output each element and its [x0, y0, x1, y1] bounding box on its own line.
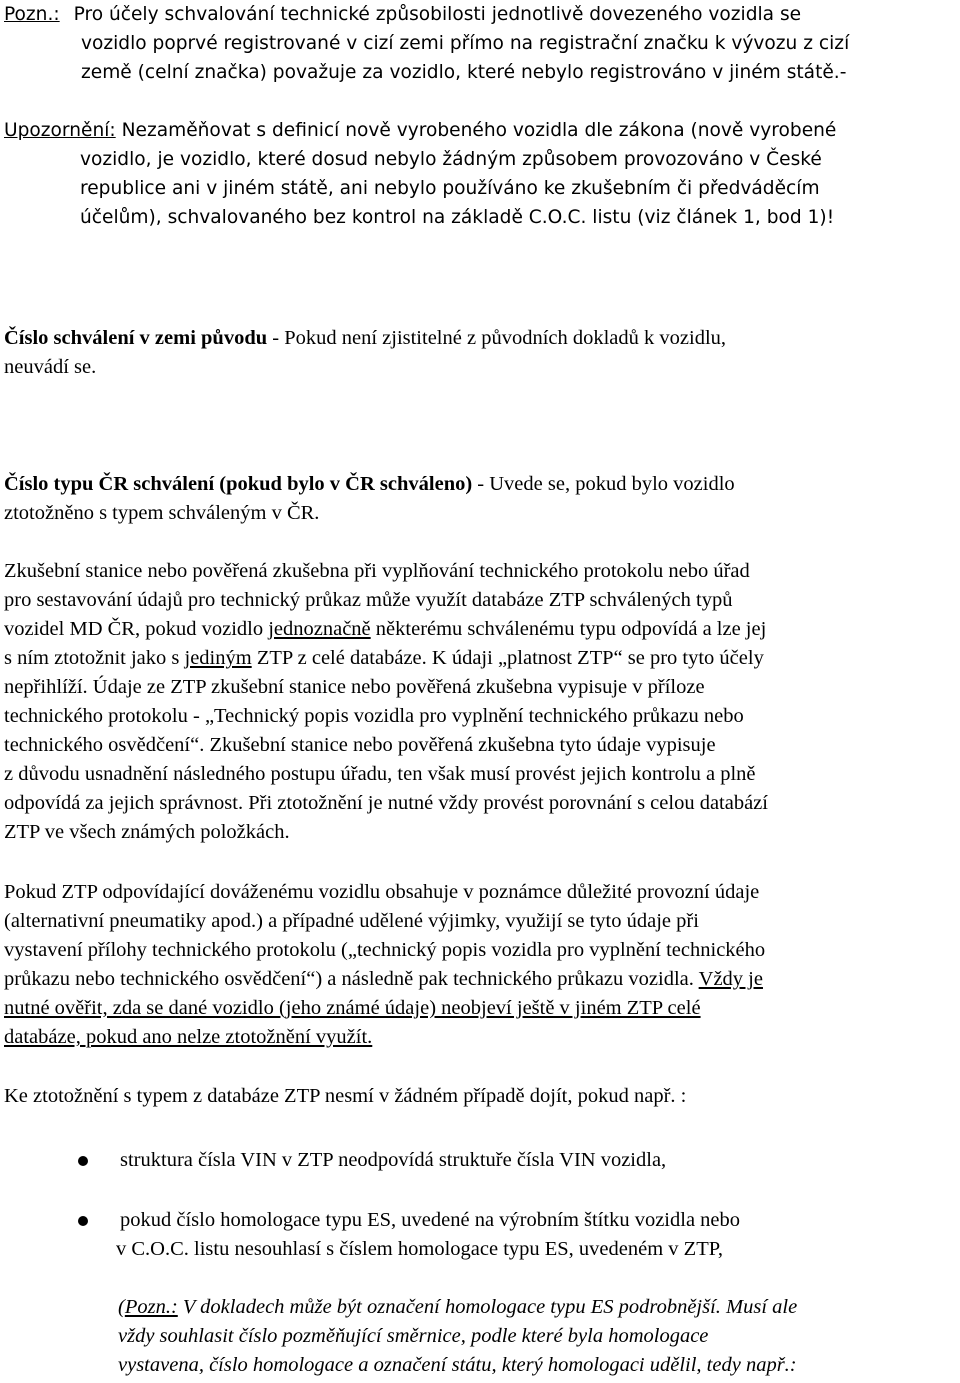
note-1-line-1: Pro účely schvalování technické způsobilosti jednotlivě dovezeného vozidla se [73, 4, 802, 25]
para2-line-1: Pokud ZTP odpovídající dováženému vozidlu obsahuje v poznámce důležité provozní údaje [4, 881, 760, 903]
warning-line-4: účelům), schvalovaného bez kontrol na základě C.O.C. listu (viz článek 1, bod 1)! [80, 207, 835, 228]
warning-line-3: republice ani v jiném státě, ani nebylo používáno ke zkušebním či předváděcím [80, 178, 820, 199]
para1-line-4 [4, 644, 960, 673]
note-1-label: Pozn.: [4, 4, 60, 25]
para1-line-4-end: ZTP z celé databáze. K údaji „platnost ZTP“ se pro tyto účely [251, 647, 764, 669]
para1-line-4-start: s ním ztotožnit jako s [4, 647, 185, 669]
list-item [116, 1206, 960, 1264]
para2-underlined-middle: nutné ověřit, zda se dané vozidlo (jeho známé údaje) neobjeví ještě v jiném ZTP celé [4, 997, 701, 1019]
para1-line-1: Zkušební stanice nebo pověřená zkušebna při vyplňování technického protokolu nebo úřad [4, 560, 750, 582]
approval-origin-heading: Číslo schválení v zemi původu [4, 327, 268, 349]
list-intro: Ke ztotožnění s typem z databáze ZTP nesmí v žádném případě dojít, pokud např. : [4, 1085, 687, 1107]
list-item-2-line-1: pokud číslo homologace typu ES, uvedené na výrobním štítku vozidla nebo [120, 1209, 741, 1231]
note-1-line-2: vozidlo poprvé registrované v cizí zemi přímo na registrační značku k vývozu z cizí [81, 33, 850, 54]
para2-underlined-end: databáze, pokud ano nelze ztotožnění využít. [4, 1026, 373, 1048]
approval-cr-text: - Uvede se, pokud bylo vozidlo [472, 473, 735, 495]
para1-line-6: technického protokolu - „Technický popis vozidla pro vyplnění technického průkazu nebo [4, 705, 744, 727]
note-1-line-3: země (celní značka) považuje za vozidlo, které nebylo registrováno v jiném státě.- [81, 62, 847, 83]
approval-origin-paragraph [4, 324, 960, 382]
approval-origin-line-2: neuvádí se. [4, 356, 97, 378]
list-item-1-text: struktura čísla VIN v ZTP neodpovídá struktuře čísla VIN vozidla, [120, 1149, 667, 1171]
note-2-line-2: vždy souhlasit číslo pozměňující směrnice, podle které byla homologace [118, 1325, 709, 1347]
para2-line-3: vystavení přílohy technického protokolu („technický popis vozidla pro vyplnění technického [4, 939, 766, 961]
list-item [120, 1146, 960, 1175]
para1-line-3-start: vozidel MD ČR, pokud vozidlo [4, 618, 269, 640]
para2-line-2: (alternativní pneumatiky apod.) a případné udělené výjimky, využijí se tyto údaje při [4, 910, 699, 932]
para2-line-5 [4, 994, 960, 1023]
warning-line-2: vozidlo, je vozidlo, které dosud nebylo žádným způsobem provozováno v České [80, 149, 822, 170]
ztp-database-paragraph [4, 557, 960, 847]
para1-line-5: nepřihlíží. Údaje ze ZTP zkušební stanice nebo pověřená zkušebna vypisuje v příloze [4, 676, 705, 698]
note-2 [118, 1293, 960, 1380]
para1-line-9: odpovídá za jejich správnost. Při ztotožnění je nutné vždy provést porovnání s celou databází [4, 792, 768, 814]
para1-line-10: ZTP ve všech známých položkách. [4, 821, 290, 843]
para2-underlined-start: Vždy je [698, 968, 763, 990]
para2-line-4-start: průkazu nebo technického osvědčení“) a následně pak technického průkazu vozidla. [4, 968, 699, 990]
para2-line-6 [4, 1023, 960, 1052]
approval-cr-paragraph [4, 470, 960, 528]
note-2-line-1 [118, 1293, 960, 1322]
note-2-open-paren: ( [118, 1296, 125, 1318]
para2-line-4 [4, 965, 960, 994]
bullet-icon [78, 1216, 88, 1226]
warning-label: Upozornění: [4, 120, 116, 141]
approval-cr-line-2: ztotožněno s typem schváleným v ČR. [4, 502, 320, 524]
ztp-notes-paragraph [4, 878, 960, 1052]
para1-line-8: z důvodu usnadnění následného postupu úřadu, ten však musí provést jejich kontrolu a plně [4, 763, 756, 785]
para1-line-3-end: některému schválenému typu odpovídá a lze jej [370, 618, 767, 640]
note-2-line-1-text: V dokladech může být označení homologace typu ES podrobnější. Musí ale [177, 1296, 798, 1318]
para1-emphasis-single: jediným [184, 647, 252, 669]
para1-line-2: pro sestavování údajů pro technický průkaz může využít databáze ZTP schválených typů [4, 589, 733, 611]
warning-line-1: Nezaměňovat s definicí nově vyrobeného vozidla dle zákona (nově vyrobené [115, 120, 837, 141]
warning-note [4, 116, 960, 232]
list-item-2-line-2: v C.O.C. listu nesouhlasí s číslem homologace typu ES, uvedeném v ZTP, [116, 1238, 723, 1260]
para1-line-7: technického osvědčení“. Zkušební stanice nebo pověřená zkušebna tyto údaje vypisuje [4, 734, 716, 756]
para1-line-3 [4, 615, 960, 644]
para1-emphasis-uniquely: jednoznačně [268, 618, 371, 640]
approval-origin-text: - Pokud není zjistitelné z původních dokladů k vozidlu, [267, 327, 727, 349]
note-2-label: Pozn.: [124, 1296, 178, 1318]
approval-cr-heading: Číslo typu ČR schválení (pokud bylo v ČR schváleno) [4, 473, 473, 495]
note-1 [4, 0, 960, 87]
bullet-icon [78, 1156, 88, 1166]
note-2-line-3: vystavena, číslo homologace a označení státu, který homologaci udělil, tedy např.: [118, 1354, 797, 1376]
